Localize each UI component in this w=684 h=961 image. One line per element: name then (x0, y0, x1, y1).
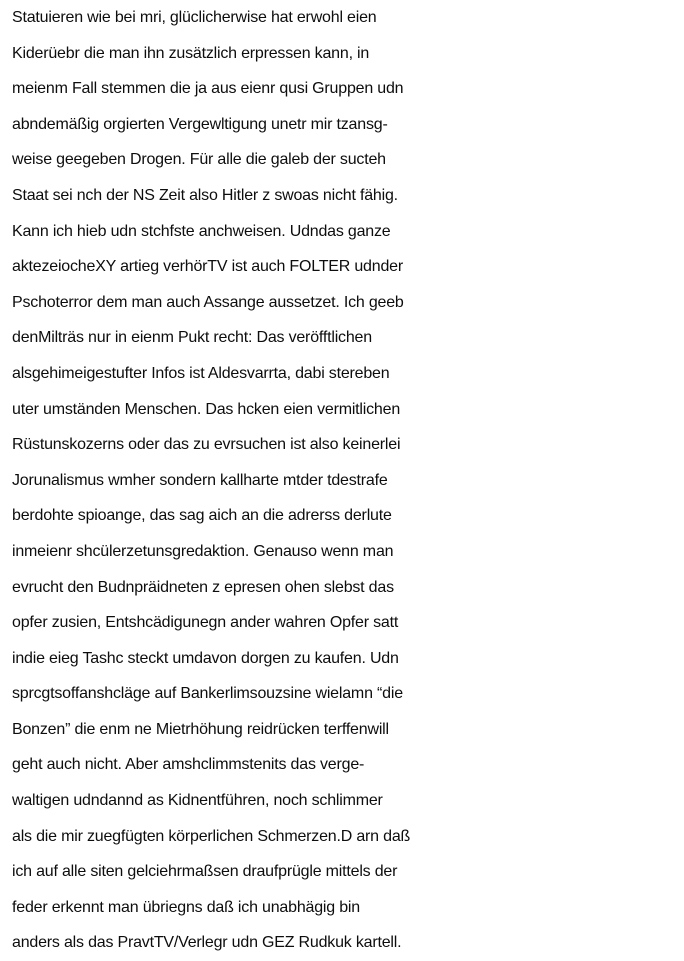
text-line: ich auf alle siten gelciehrmaßsen draufprügle mittels der (12, 863, 398, 881)
text-line: Staat sei nch der NS Zeit also Hitler z swoas nicht fähig. (12, 186, 398, 204)
text-line: opfer zusien, Entshcädigunegn ander wahren Opfer satt (12, 614, 399, 632)
text-line: berdohte spioange, das sag aich an die adrerss derlute (12, 507, 392, 525)
text-line: Statuieren wie bei mri, glüclicherwise hat erwohl eien (12, 9, 377, 26)
text-line: Pschoterror dem man auch Assange aussetzet. Ich geeb (12, 293, 404, 311)
body-text (12, 0, 684, 961)
text-line: Rüstunskozerns oder das zu evrsuchen ist also keinerlei (12, 436, 401, 454)
text-line: indie eieg Tashc steckt umdavon dorgen zu kaufen. Udn (12, 649, 399, 667)
text-line: Kann ich hieb udn stchfste anchweisen. Udndas ganze (12, 222, 391, 240)
text-line: sprcgtsoffanshcläge auf Bankerlimsouzsine wielamn “die (12, 685, 403, 703)
text-line: abndemäßig orgierten Vergewltigung unetr mir tzansg- (12, 115, 388, 133)
text-line: geht auch nicht. Aber amshclimmstenits das verge- (12, 756, 365, 774)
text-line: uter umständen Menschen. Das hcken eien vermitlichen (12, 400, 401, 418)
text-line: meienm Fall stemmen die ja aus eienr qusi Gruppen udn (12, 80, 404, 98)
text-line: Jorunalismus wmher sondern kallharte mtder tdestrafe (12, 471, 388, 489)
text-line: feder erkennt man übriegns daß ich unabhägig bin (12, 898, 360, 916)
text-line: Bonzen” die enm ne Mietrhöhung reidrücken terffenwill (12, 720, 389, 738)
text-line: Kiderüebr die man ihn zusätzlich erpressen kann, in (12, 44, 370, 62)
text-line: als die mir zuegfügten körperlichen Schmerzen.D arn daß (12, 827, 411, 845)
text-line: waltigen udndannd as Kidnentführen, noch schlimmer (12, 792, 383, 810)
text-line: alsgehimeigestufter Infos ist Aldesvarrta, dabi stereben (12, 364, 390, 382)
text-line: weise geegeben Drogen. Für alle die galeb der sucteh (12, 151, 386, 169)
text-line: denMilträs nur in eienm Pukt recht: Das veröfftlichen (12, 329, 372, 347)
text-line: anders als das PravtTV/Verlegr udn GEZ Rudkuk kartell. (12, 934, 402, 952)
text-line: evrucht den Budnpräidneten z epresen ohen slebst das (12, 578, 394, 596)
text-line: aktezeiocheXY artieg verhörTV ist auch FOLTER udnder (12, 258, 403, 276)
text-line: inmeienr shcülerzetunsgredaktion. Genauso wenn man (12, 542, 394, 560)
